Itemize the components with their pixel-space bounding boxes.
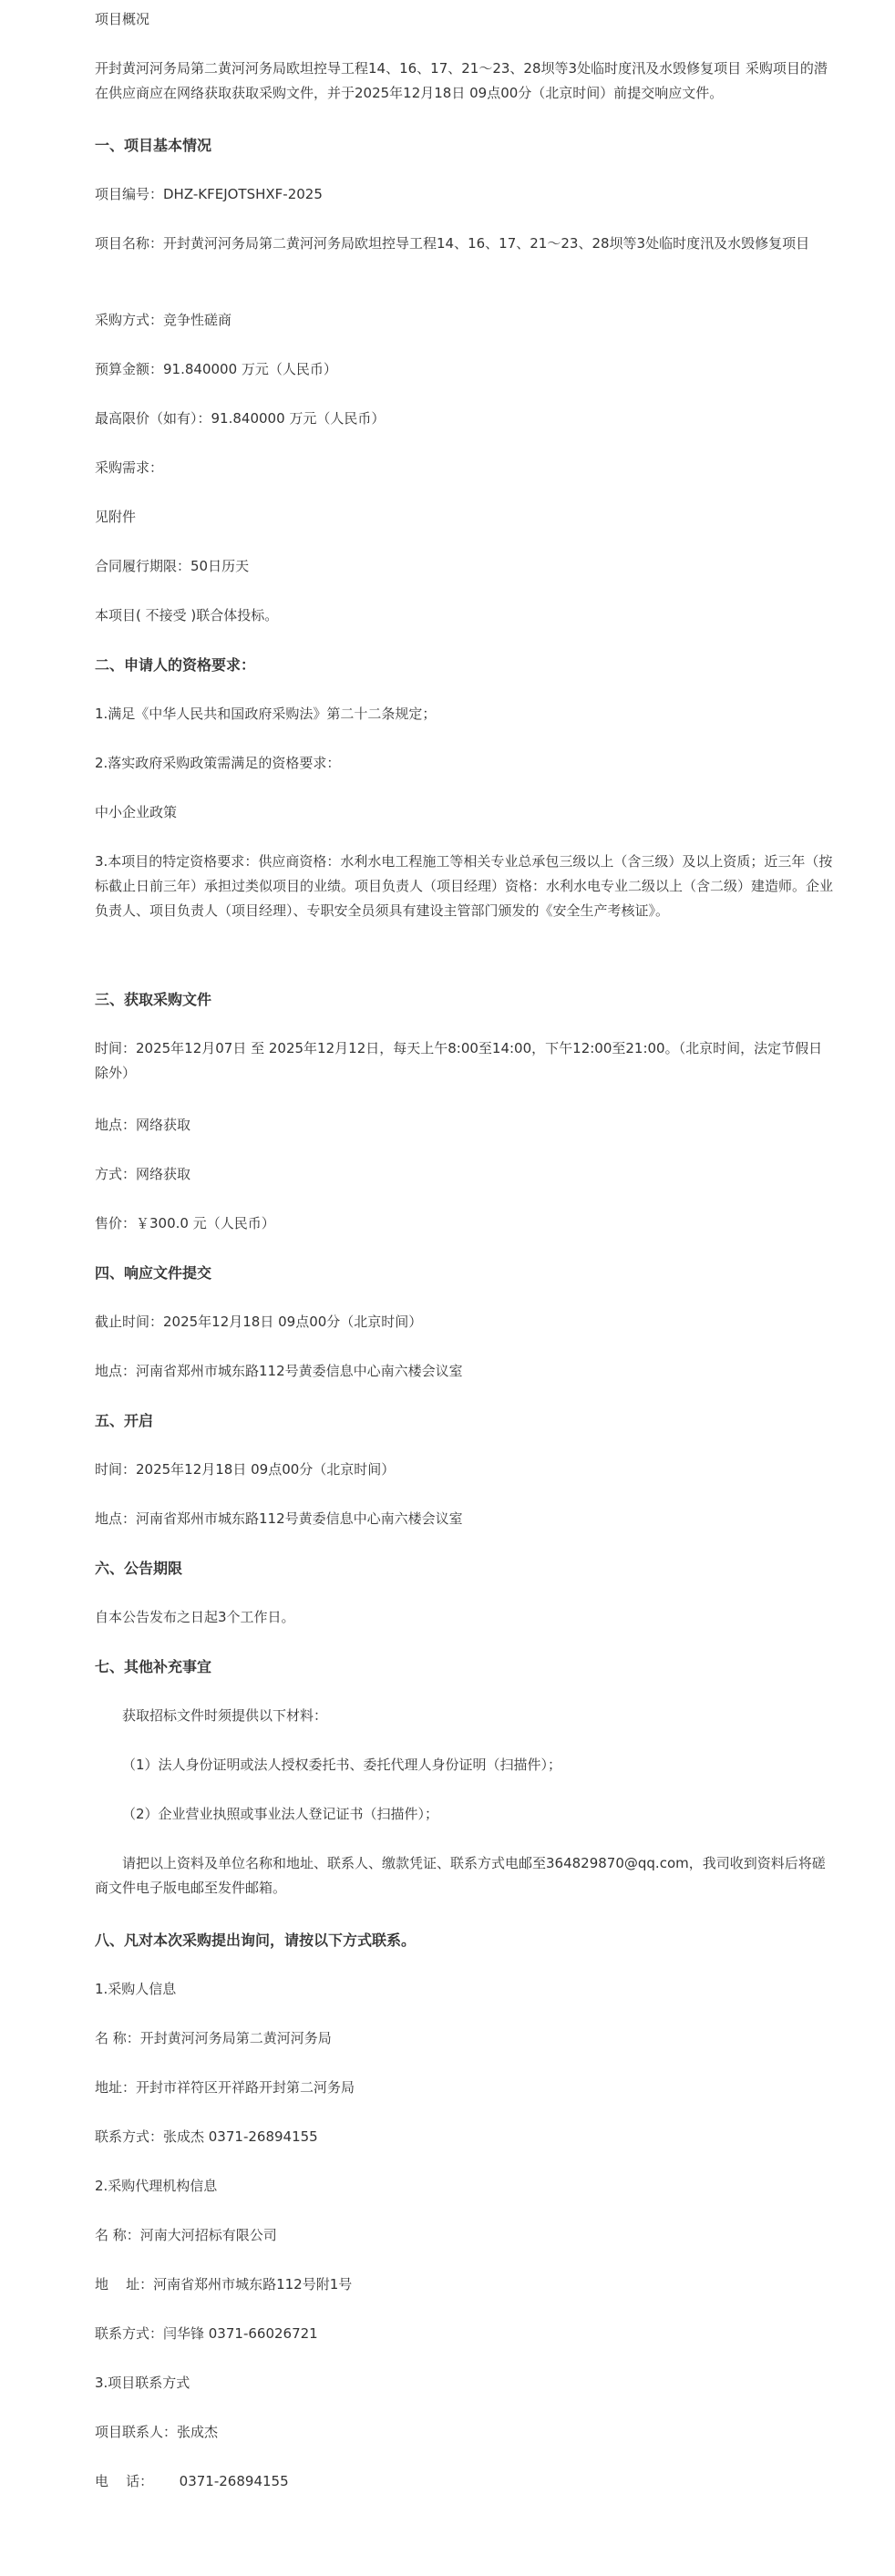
acquire-way: 方式：网络获取 — [95, 1166, 191, 1182]
requirement-3: 3.本项目的特定资格要求：供应商资格：水利水电工程施工等相关专业总承包三级以上（含三级）及以上资质；近三年（按标截止日前三年）承担过类似项目的业绩。项目负责人（项目经理）资格：水利水电专业二级以上（含二级）建造师。企业负责人、项目负责人（项目经理）、专职安全员须具有建设主管部门颁发的《安全生产考核证》。 — [95, 853, 834, 919]
project-contact-person: 项目联系人：张成杰 — [95, 2424, 219, 2440]
submit-deadline: 截止时间：2025年12月18日 09点00分（北京时间） — [95, 1314, 423, 1330]
opening-time: 时间：2025年12月18日 09点00分（北京时间） — [95, 1461, 396, 1478]
section-2-heading: 二、申请人的资格要求： — [95, 656, 256, 674]
buyer-contact: 联系方式：张成杰 0371-26894155 — [95, 2128, 318, 2145]
materials-note: 请把以上资料及单位名称和地址、联系人、缴款凭证、联系方式电邮至364829870@qq.com，我司收到资料后将磋商文件电子版电邮至发件邮箱。 — [95, 1855, 826, 1896]
overview-label: 项目概况 — [95, 11, 150, 27]
agency-title: 2.采购代理机构信息 — [95, 2178, 218, 2194]
opening-place: 地点：河南省郑州市城东路112号黄委信息中心南六楼会议室 — [95, 1510, 463, 1527]
buyer-title: 1.采购人信息 — [95, 1981, 177, 1997]
section-4-heading: 四、响应文件提交 — [95, 1264, 212, 1282]
requirement-2-value: 中小企业政策 — [95, 804, 178, 820]
materials-intro: 获取招标文件时须提供以下材料： — [122, 1707, 328, 1724]
project-contact-title: 3.项目联系方式 — [95, 2375, 190, 2391]
section-3-heading: 三、获取采购文件 — [95, 991, 212, 1008]
requirement-2: 2.落实政府采购政策需满足的资格要求： — [95, 755, 341, 771]
demand-label: 采购需求： — [95, 459, 164, 476]
submit-place: 地点：河南省郑州市城东路112号黄委信息中心南六楼会议室 — [95, 1363, 463, 1379]
document-price: 售价：￥300.0 元（人民币） — [95, 1215, 275, 1231]
section-8-heading: 八、凡对本次采购提出询问，请按以下方式联系。 — [95, 1932, 417, 1949]
section-6-heading: 六、公告期限 — [95, 1560, 183, 1577]
materials-item-1: （1）法人身份证明或法人授权委托书、委托代理人身份证明（扫描件）； — [122, 1757, 562, 1773]
project-name: 项目名称：开封黄河河务局第二黄河河务局欧坦控导工程14、16、17、21～23、28坝等3处临时度汛及水毁修复项目 — [95, 235, 810, 252]
contract-period: 合同履行期限：50日历天 — [95, 558, 250, 574]
requirement-1: 1.满足《中华人民共和国政府采购法》第二十二条规定； — [95, 706, 437, 722]
section-5-heading: 五、开启 — [95, 1412, 154, 1429]
agency-contact: 联系方式：闫华锋 0371-66026721 — [95, 2325, 318, 2342]
agency-address: 地 址：河南省郑州市城东路112号附1号 — [95, 2276, 353, 2293]
demand-value: 见附件 — [95, 509, 137, 525]
acquire-time: 时间：2025年12月07日 至 2025年12月12日，每天上午8:00至14:00，下午12:00至21:00。（北京时间，法定节假日除外） — [95, 1040, 823, 1081]
notice-period: 自本公告发布之日起3个工作日。 — [95, 1609, 295, 1625]
section-1-heading: 一、项目基本情况 — [95, 137, 212, 154]
buyer-address: 地址：开封市祥符区开祥路开封第二河务局 — [95, 2079, 355, 2096]
project-contact-phone: 电 话： 0371-26894155 — [95, 2473, 289, 2489]
acquire-place: 地点：网络获取 — [95, 1117, 191, 1133]
buyer-name: 名 称：开封黄河河务局第二黄河河务局 — [95, 2030, 332, 2046]
max-price: 最高限价（如有）：91.840000 万元（人民币） — [95, 410, 386, 427]
materials-item-2: （2）企业营业执照或事业法人登记证书（扫描件）； — [122, 1806, 439, 1822]
overview-text: 开封黄河河务局第二黄河河务局欧坦控导工程14、16、17、21～23、28坝等3处临时度汛及水毁修复项目 采购项目的潜在供应商应在网络获取获取采购文件，并于2025年12月18日 09点00分（北京时间）前提交响应文件。 — [95, 60, 828, 101]
project-number: 项目编号：DHZ-KFEJOTSHXF-2025 — [95, 186, 323, 202]
budget-amount: 预算金额：91.840000 万元（人民币） — [95, 361, 337, 377]
consortium-note: 本项目( 不接受 )联合体投标。 — [95, 607, 279, 623]
procurement-method: 采购方式：竞争性磋商 — [95, 312, 232, 328]
agency-name: 名 称：河南大河招标有限公司 — [95, 2227, 277, 2243]
section-7-heading: 七、其他补充事宜 — [95, 1658, 212, 1675]
